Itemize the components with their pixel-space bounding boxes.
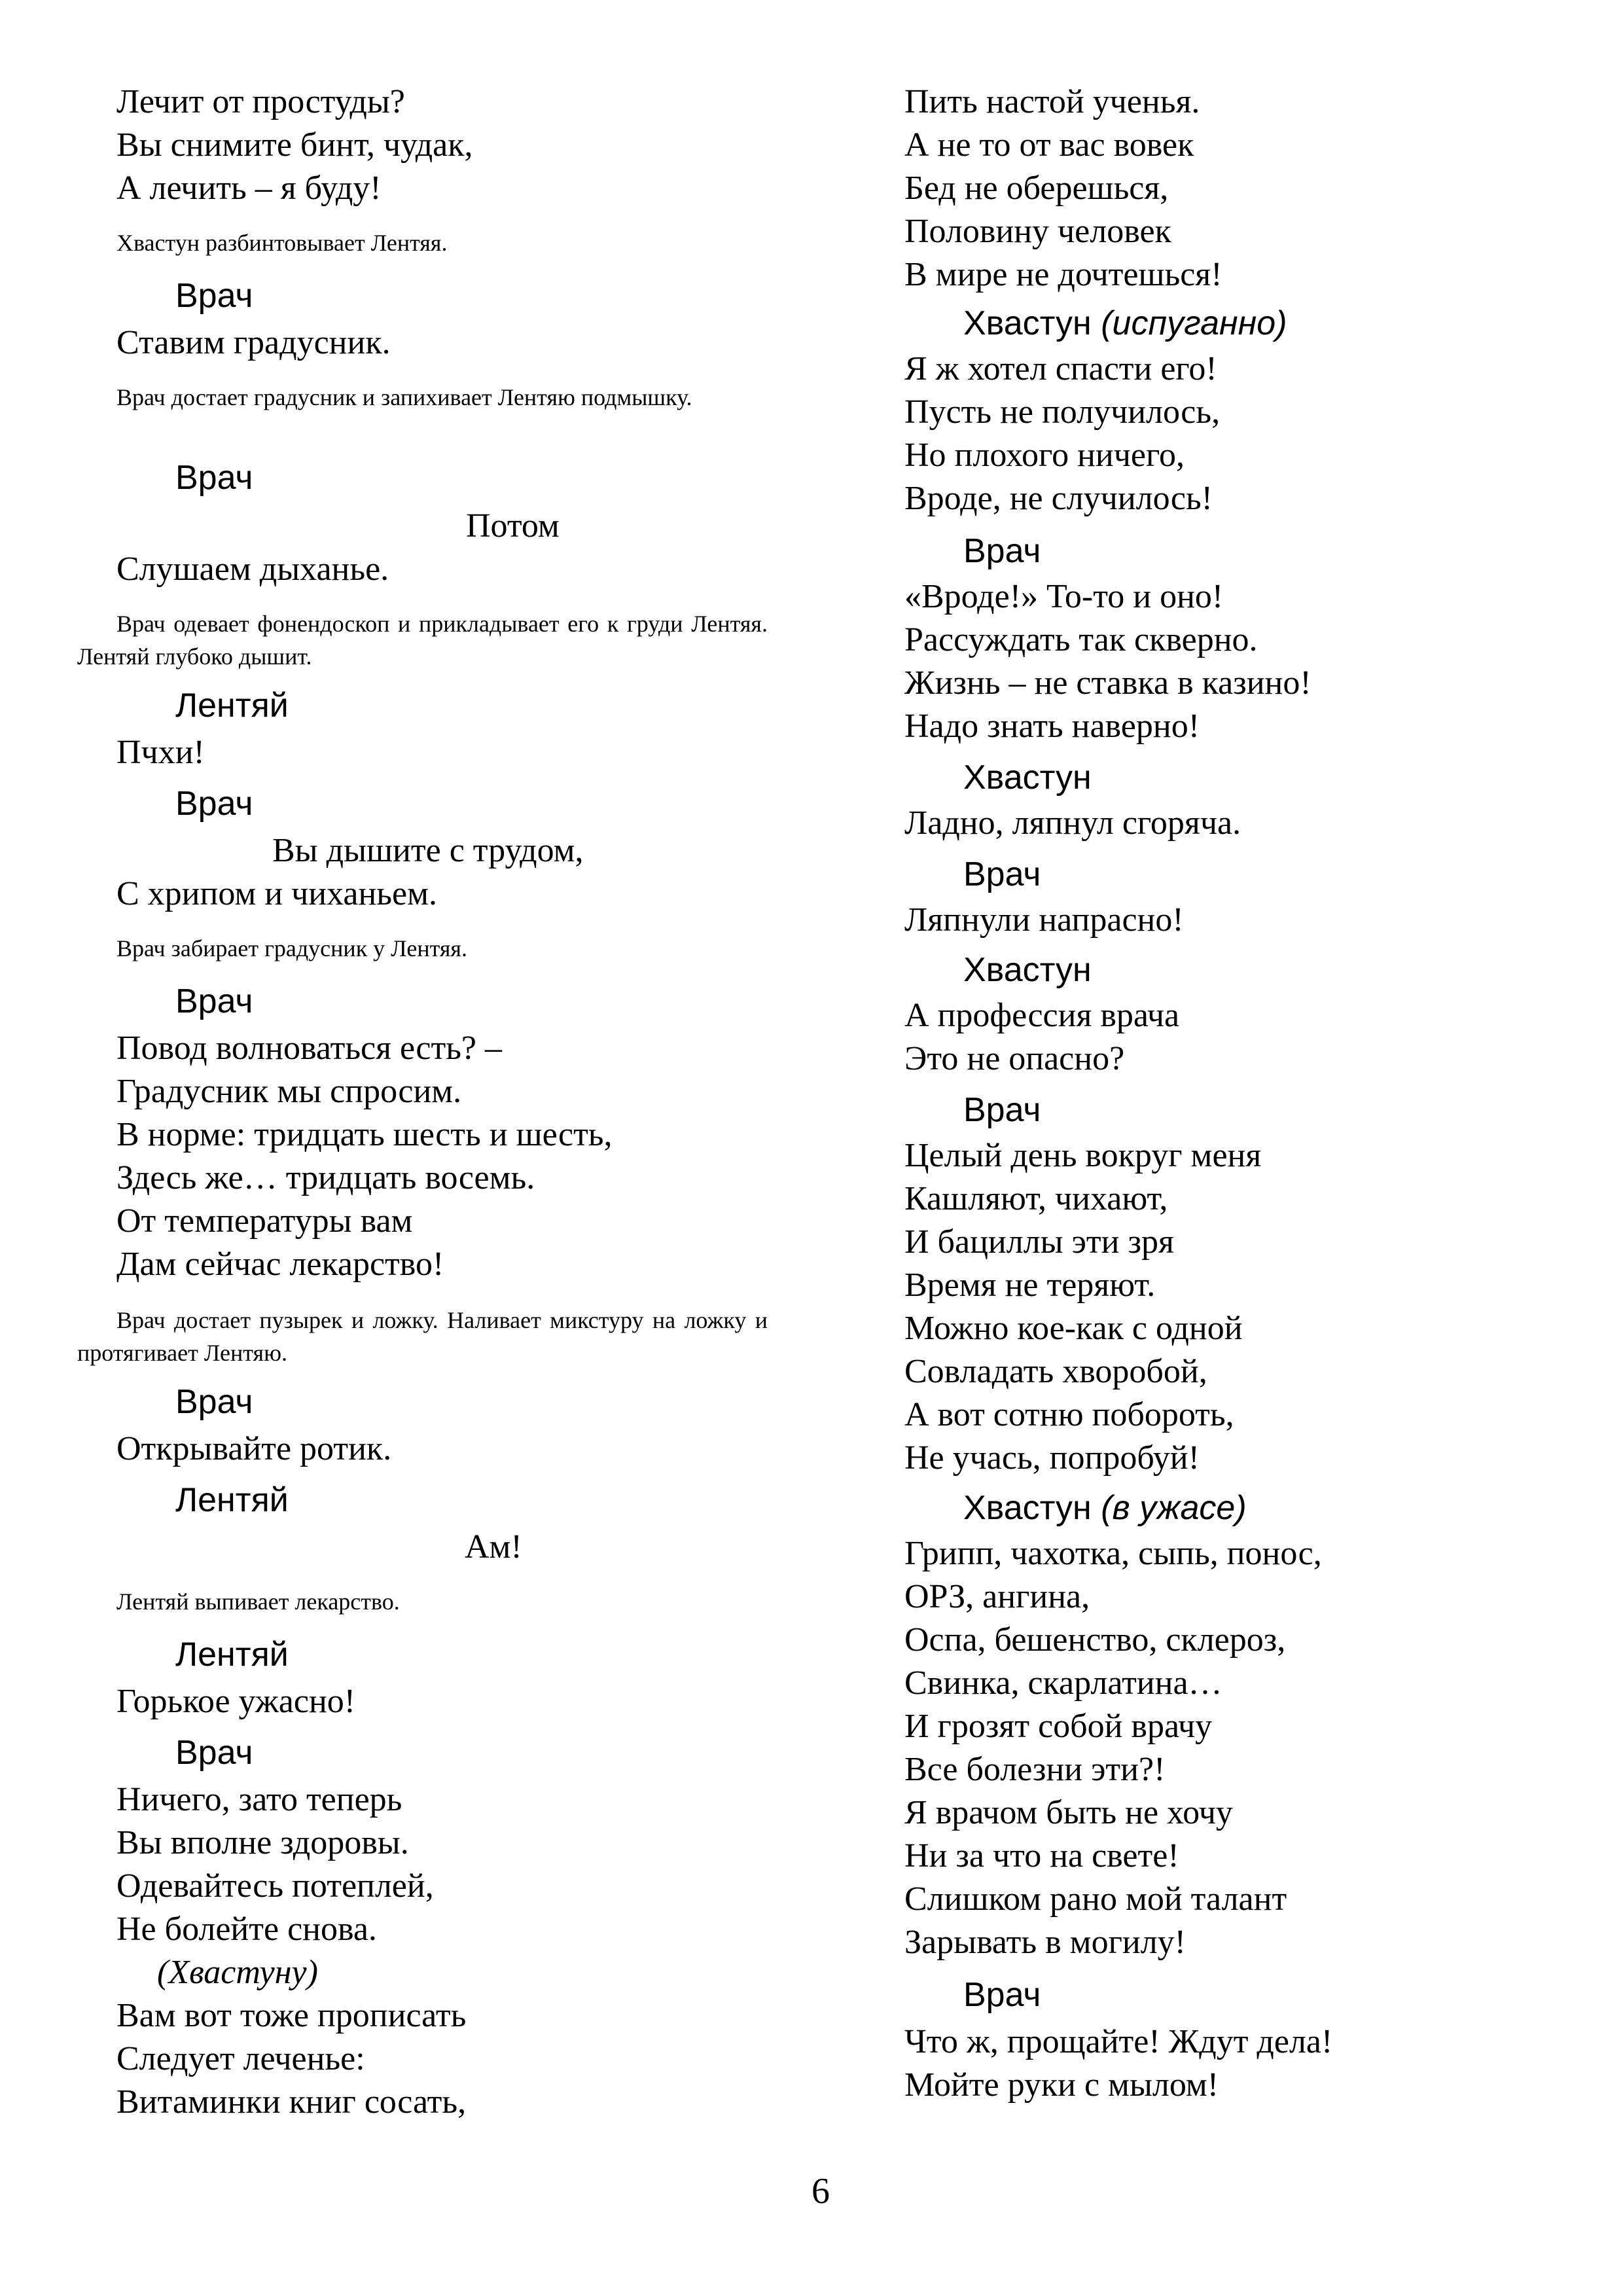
verse-line: Рассуждать так скверно. (904, 621, 1258, 658)
speaker-name: Врач (175, 982, 253, 1020)
verse-line: Половину человек (904, 213, 1171, 250)
speaker-name: Врач (963, 1976, 1041, 2014)
verse-line: Горькое ужасно! (116, 1683, 356, 1720)
speaker-name: Врач (175, 1734, 253, 1772)
verse-line: Повод волноваться есть? – (116, 1030, 503, 1067)
speaker-name: Лентяй (175, 1481, 289, 1519)
verse-line: От температуры вам (116, 1202, 413, 1240)
verse-line: А профессия врача (904, 997, 1180, 1034)
verse-line: Слушаем дыханье. (116, 550, 389, 588)
verse-line: Одевайтесь потеплей, (116, 1867, 434, 1905)
verse-line: А вот сотню побороть, (904, 1396, 1234, 1433)
verse-line: И грозят собой врачу (904, 1708, 1213, 1745)
verse-line: Ляпнули напрасно! (904, 901, 1184, 939)
verse-line: Целый день вокруг меня (904, 1137, 1262, 1174)
verse-line: Вам вот тоже прописать (116, 1997, 467, 2034)
verse-line: Это не опасно? (904, 1040, 1125, 1077)
verse-line: Пусть не получилось, (904, 393, 1221, 431)
verse-line: И бациллы эти зря (904, 1223, 1174, 1261)
speaker-name: Врач (963, 1091, 1041, 1129)
verse-line: Совладать хворобой, (904, 1353, 1207, 1390)
verse-line: В мире не дочтешься! (904, 256, 1222, 293)
stage-direction: Хвастун разбинтовывает Лентяя. (116, 230, 448, 256)
verse-line: Открывайте ротик. (116, 1430, 392, 1467)
verse-line: Зарывать в могилу! (904, 1924, 1186, 1961)
verse-line: Свинка, скарлатина… (904, 1664, 1222, 1702)
speaker-name: Хвастун (963, 759, 1092, 797)
verse-line: Бед не оберешься, (904, 170, 1169, 207)
verse-line: Ладно, ляпнул сгоряча. (904, 804, 1241, 842)
verse-line: С хрипом и чиханьем. (116, 875, 437, 912)
speaker-name (963, 1488, 1247, 1528)
verse-line: Ставим градусник. (116, 324, 391, 361)
speaker-name-text: Хвастун (963, 304, 1092, 342)
verse-line: Оспа, бешенство, склероз, (904, 1621, 1286, 1659)
verse-line: Не болейте снова. (116, 1910, 377, 1948)
verse-line: Мойте руки с мылом! (904, 2066, 1219, 2104)
verse-line: Лечит от простуды? (116, 83, 405, 120)
verse-line: Вы вполне здоровы. (116, 1824, 409, 1861)
speaker-name: Врач (963, 855, 1041, 893)
verse-line: Пчхи! (116, 734, 205, 771)
verse-line: Здесь же… тридцать восемь. (116, 1159, 535, 1196)
speaker-note: (в ужасе) (1101, 1489, 1247, 1527)
speaker-name (963, 304, 1287, 343)
verse-line: Градусник мы спросим. (116, 1073, 462, 1110)
verse-line: Я ж хотел спасти его! (904, 350, 1217, 387)
stage-direction: Врач достает градусник и запихивает Лентяю подмышку. (116, 384, 692, 410)
stage-direction: Врач забирает градусник у Лентяя. (116, 935, 467, 961)
verse-line: Грипп, чахотка, сыпь, понос, (904, 1535, 1322, 1572)
stage-direction: Врач достает пузырек и ложку. Наливает микстуру на ложку и протягивает Лентяю. (77, 1307, 768, 1366)
verse-line: Вы снимите бинт, чудак, (116, 126, 473, 164)
verse-line: Ни за что на свете! (904, 1837, 1179, 1874)
verse-line: Ничего, зато теперь (116, 1781, 402, 1818)
verse-line: Все болезни эти?! (904, 1751, 1166, 1788)
stage-direction: Врач одевает фонендоскоп и прикладывает его к груди Лентяя. Лентяй глубоко дышит. (77, 611, 768, 670)
speaker-name: Врач (963, 532, 1041, 570)
verse-line: Жизнь – не ставка в казино! (904, 664, 1311, 702)
speaker-name: Врач (175, 459, 253, 497)
verse-line: В норме: тридцать шесть и шесть, (116, 1116, 613, 1153)
verse-line: Витаминки книг сосать, (116, 2083, 467, 2121)
speaker-name: Врач (175, 277, 253, 315)
verse-line: Вроде, не случилось! (904, 480, 1213, 517)
page-number: 6 (812, 2171, 830, 2212)
verse-line: ОРЗ, ангина, (904, 1578, 1090, 1615)
verse-line: Вы дышите с трудом, (272, 832, 584, 869)
verse-line: Что ж, прощайте! Ждут дела! (904, 2023, 1333, 2060)
verse-line: Но плохого ничего, (904, 437, 1185, 474)
verse-line: Пить настой ученья. (904, 83, 1200, 120)
verse-line: А лечить – я буду! (116, 170, 382, 207)
verse-line: А не то от вас вовек (904, 126, 1194, 164)
speaker-name-text: Хвастун (963, 1489, 1092, 1527)
parenthetical-direction: (Хвастуну) (157, 1954, 318, 1991)
speaker-note: (испуганно) (1101, 304, 1287, 342)
verse-line: Время не теряют. (904, 1266, 1156, 1304)
verse-line: Можно кое-как с одной (904, 1310, 1243, 1347)
verse-line: Ам! (465, 1528, 522, 1566)
verse-line: Кашляют, чихают, (904, 1180, 1168, 1217)
verse-line: Дам сейчас лекарство! (116, 1246, 444, 1283)
verse-line: Надо знать наверно! (904, 708, 1200, 745)
verse-line: «Вроде!» То-то и оно! (904, 578, 1224, 615)
verse-line: Слишком рано мой талант (904, 1880, 1287, 1918)
verse-line: Потом (466, 507, 560, 545)
speaker-name: Врач (175, 785, 253, 823)
verse-line: Следует леченье: (116, 2040, 365, 2077)
speaker-name: Лентяй (175, 1636, 289, 1674)
speaker-name: Лентяй (175, 687, 289, 725)
speaker-name: Врач (175, 1383, 253, 1421)
verse-line: Я врачом быть не хочу (904, 1794, 1233, 1831)
verse-line: Не учась, попробуй! (904, 1439, 1200, 1477)
speaker-name: Хвастун (963, 951, 1092, 989)
stage-direction: Лентяй выпивает лекарство. (116, 1588, 400, 1615)
